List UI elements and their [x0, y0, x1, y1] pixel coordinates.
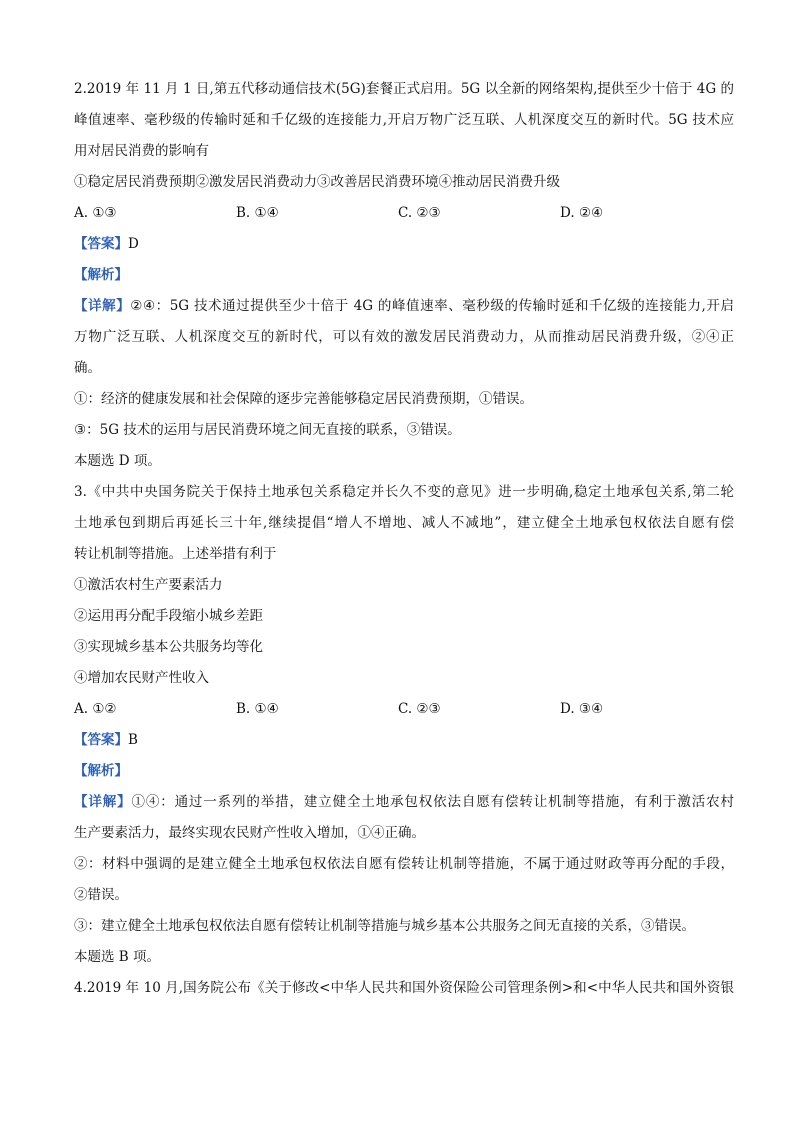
detail-line: 万物广泛互联、人机深度交互的新时代，可以有效的激发居民消费动力，从而推动居民消费升级，②④正	[74, 329, 734, 345]
analysis-note: ①：经济的健康发展和社会保障的逐步完善能够稳定居民消费预期，①错误。	[74, 391, 533, 407]
answer-value: D	[128, 236, 139, 252]
question-item: ②运用再分配手段缩小城乡差距	[74, 608, 263, 624]
option-b: B. ①④	[236, 205, 279, 221]
answer-options	[74, 694, 734, 725]
answer-line	[74, 229, 734, 260]
detail-tag: 【详解】	[74, 794, 132, 810]
answer-tag: 【答案】	[74, 236, 128, 252]
analysis-note: ②：材料中强调的是建立健全土地承包权依法自愿有偿转让机制等措施，不属于通过财政等再分配的手段，	[74, 856, 734, 872]
question-item: ③实现城乡基本公共服务均等化	[74, 639, 263, 655]
analysis-tag: 【解析】	[74, 267, 128, 283]
option-b: B. ①④	[236, 701, 279, 717]
conclusion: 本题选 B 项。	[74, 949, 161, 965]
option-d: D. ③④	[560, 701, 604, 717]
detail-text: ②④：5G 技术通过提供至少十倍于 4G 的峰值速率、毫秒级的传输时延和千亿级的连接能力,开启	[130, 298, 734, 314]
option-c: C. ②③	[398, 205, 441, 221]
answer-tag: 【答案】	[74, 732, 128, 748]
conclusion: 本题选 D 项。	[74, 453, 161, 469]
question-4	[74, 973, 734, 1004]
detail-text: ①④：通过一系列的举措，建立健全土地承包权依法自愿有偿转让机制等措施，有利于激活农村	[131, 794, 734, 810]
detail-line: 生产要素活力，最终实现农民财产性收入增加，①④正确。	[74, 825, 425, 841]
analysis-note: ②错误。	[74, 887, 128, 903]
question-stem-line: 4.2019 年 10 月,国务院公布《关于修改<中华人民共和国外资保险公司管理条例>和<中华人民共和国外资银	[74, 980, 734, 996]
question-stem-line: 2.2019 年 11 月 1 日,第五代移动通信技术(5G)套餐正式启用。5G 以全新的网络架构,提供至少十倍于 4G 的	[74, 81, 734, 97]
detail-line: 确。	[74, 360, 101, 376]
answer-line	[74, 725, 734, 756]
analysis-line	[74, 756, 734, 787]
question-3	[74, 477, 734, 973]
question-2	[74, 74, 734, 477]
detail-line	[74, 787, 734, 818]
detail-line	[74, 291, 734, 322]
option-a: A. ①②	[74, 701, 117, 717]
option-d: D. ②④	[560, 205, 604, 221]
question-stem-line: 用对居民消费的影响有	[74, 143, 209, 159]
analysis-note: ③：建立健全土地承包权依法自愿有偿转让机制等措施与城乡基本公共服务之间无直接的关系，③错误。	[74, 918, 695, 934]
option-c: C. ②③	[398, 701, 441, 717]
question-stem-line: 3.《中共中央国务院关于保持土地承包关系稳定并长久不变的意见》进一步明确,稳定土地承包关系,第二轮	[74, 484, 734, 500]
question-stem-line: 土地承包到期后再延长三十年,继续提倡“增人不增地、减人不减地”，建立健全土地承包权依法自愿有偿	[74, 515, 734, 531]
answer-value: B	[128, 732, 138, 748]
question-item: ④增加农民财产性收入	[74, 670, 209, 686]
analysis-tag: 【解析】	[74, 763, 128, 779]
document-page	[74, 74, 734, 1004]
analysis-note: ③：5G 技术的运用与居民消费环境之间无直接的联系，③错误。	[74, 422, 461, 438]
option-a: A. ①③	[74, 205, 117, 221]
question-item: ①激活农村生产要素活力	[74, 577, 223, 593]
answer-options	[74, 198, 734, 229]
question-stem-line: 转让机制等措施。上述举措有利于	[74, 546, 277, 562]
question-stem-line: 峰值速率、毫秒级的传输时延和千亿级的连接能力,开启万物广泛互联、人机深度交互的新时代。5G 技术应	[74, 112, 734, 128]
analysis-line	[74, 260, 734, 291]
question-items: ①稳定居民消费预期②激发居民消费动力③改善居民消费环境④推动居民消费升级	[74, 174, 560, 190]
detail-tag: 【详解】	[74, 298, 131, 314]
